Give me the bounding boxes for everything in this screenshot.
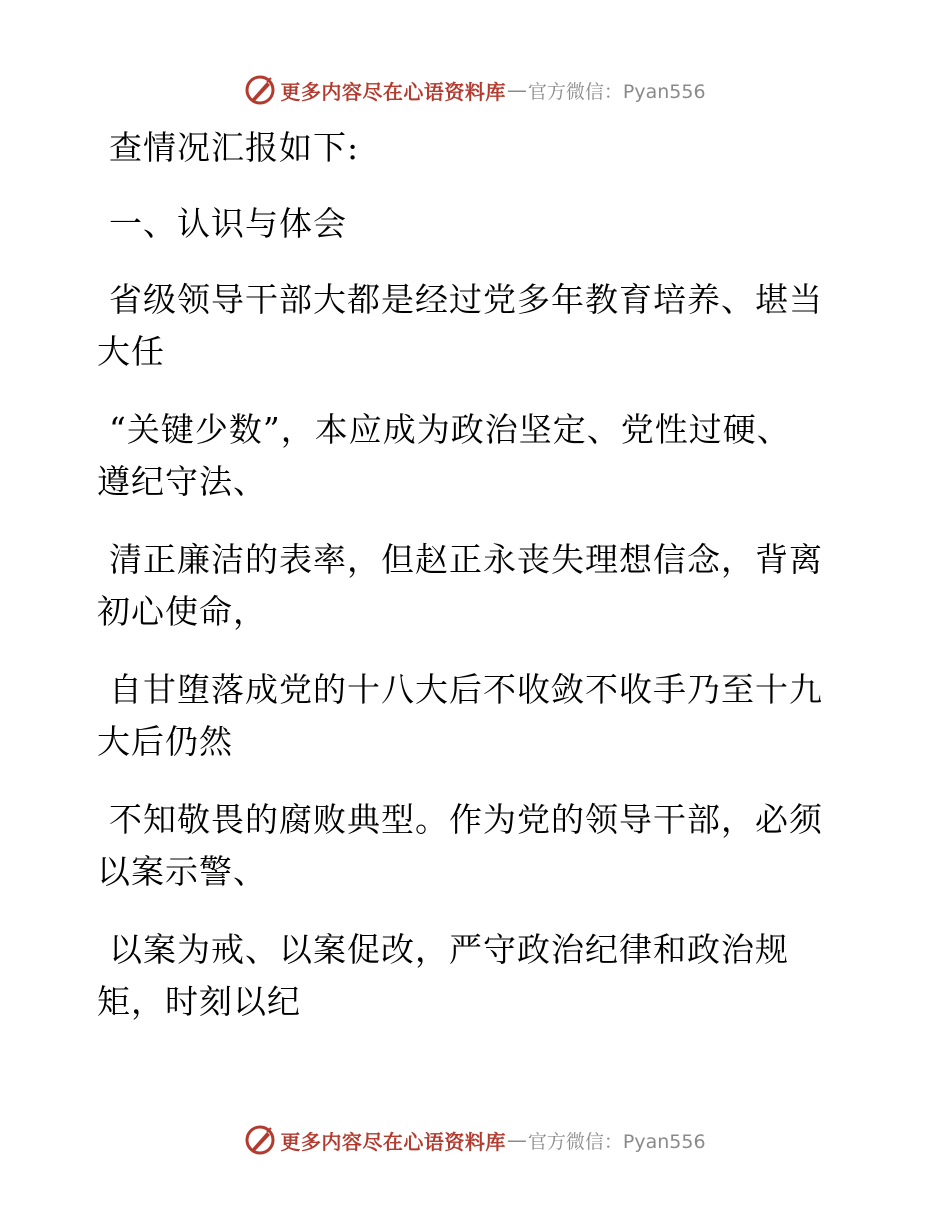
body-line: 大任 — [97, 332, 165, 371]
body-line: 初心使命， — [97, 592, 267, 631]
header-watermark — [0, 70, 950, 110]
document-body — [97, 122, 837, 1028]
quill-pen-logo-icon — [244, 1124, 276, 1156]
watermark-dash: — — [506, 1128, 527, 1152]
body-line: “关键少数”，本应成为政治坚定、党性过硬、 — [109, 410, 791, 449]
watermark-dash: — — [506, 78, 527, 102]
body-line: 遵纪守法、 — [97, 462, 267, 501]
body-line: 以案为戒、以案促改，严守政治纪律和政治规 — [109, 930, 789, 969]
watermark-site-text: 更多内容尽在心语资料库 — [280, 79, 506, 104]
section-heading: 一、认识与体会 — [109, 204, 347, 243]
body-line: 不知敬畏的腐败典型。作为党的领导干部，必须 — [109, 800, 823, 839]
body-line: 大后仍然 — [97, 722, 233, 761]
body-line: 矩，时刻以纪 — [97, 982, 301, 1021]
quill-pen-logo-icon — [244, 74, 276, 106]
body-line: 查情况汇报如下: — [109, 128, 360, 167]
footer-watermark — [0, 1120, 950, 1160]
watermark-site-text: 更多内容尽在心语资料库 — [280, 1129, 506, 1154]
body-line: 清正廉洁的表率，但赵正永丧失理想信念，背离 — [109, 540, 823, 579]
watermark-wechat-text: 官方微信：Pyan556 — [527, 1130, 706, 1153]
watermark-wechat-text: 官方微信：Pyan556 — [527, 80, 706, 103]
body-line: 自甘堕落成党的十八大后不收敛不收手乃至十九 — [109, 670, 823, 709]
body-line: 省级领导干部大都是经过党多年教育培养、堪当 — [109, 280, 823, 319]
body-line: 以案示警、 — [97, 852, 267, 891]
